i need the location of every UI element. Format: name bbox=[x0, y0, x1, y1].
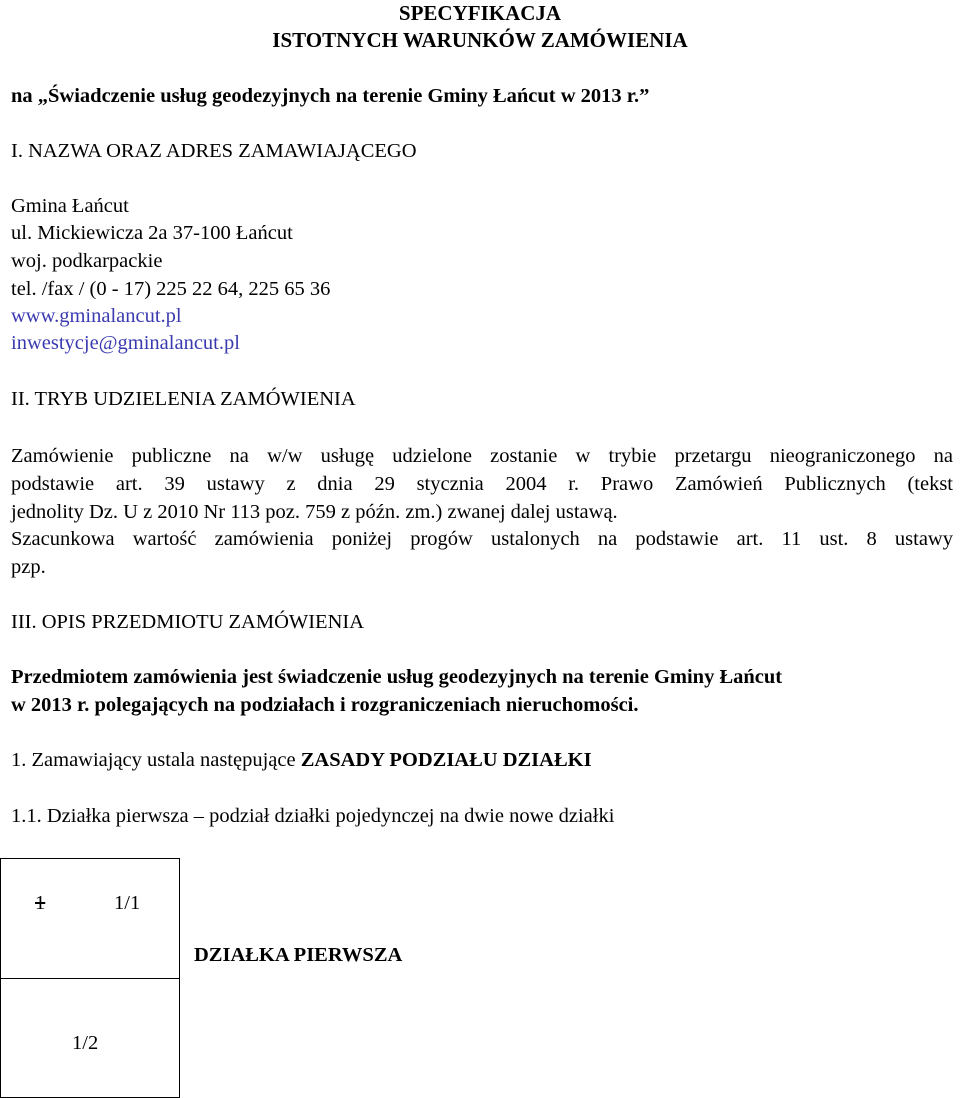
section1-heading: I. NAZWA ORAZ ADRES ZAMAWIAJĄCEGO bbox=[11, 140, 417, 162]
paragraph-line: Szacunkowa wartość zamówienia poniżej progów ustalonych na podstawie art. 11 ust. 8 ustawy bbox=[11, 528, 953, 550]
paragraph-line: podstawie art. 39 ustawy z dnia 29 stycznia 2004 r. Prawo Zamówień Publicznych (tekst bbox=[11, 473, 953, 495]
parcel-1-1-area bbox=[0, 858, 180, 979]
email-link[interactable]: inwestycje@gminalancut.pl bbox=[11, 332, 240, 354]
point-1-emphasis: ZASADY PODZIAŁU DZIAŁKI bbox=[300, 749, 592, 771]
subject-description-line2: w 2013 r. polegających na podziałach i rozgraniczeniach nieruchomości. bbox=[11, 694, 639, 716]
point-1-text: 1. Zamawiający ustala następujące bbox=[11, 749, 301, 771]
parcel-1-2-label: 1/2 bbox=[72, 1032, 99, 1054]
website-link[interactable]: www.gminalancut.pl bbox=[11, 305, 182, 327]
subject-description-line1: Przedmiotem zamówienia jest świadczenie usług geodezyjnych na terenie Gminy Łańcut bbox=[11, 666, 783, 688]
paragraph-line: pzp. bbox=[11, 556, 46, 578]
address-line: Gmina Łańcut bbox=[11, 195, 129, 217]
address-line: ul. Mickiewicza 2a 37-100 Łańcut bbox=[11, 222, 293, 244]
point-1-1: 1.1. Działka pierwsza – podział działki pojedynczej na dwie nowe działki bbox=[11, 805, 615, 827]
parcel-1-1-label: 1/1 bbox=[114, 892, 141, 914]
doc-title-line2: ISTOTNYCH WARUNKÓW ZAMÓWIENIA bbox=[272, 28, 688, 52]
doc-title-line1: SPECYFIKACJA bbox=[398, 1, 562, 25]
doc-subject: na „Świadczenie usług geodezyjnych na terenie Gminy Łańcut w 2013 r.” bbox=[11, 85, 650, 107]
point-1 bbox=[11, 750, 592, 771]
paragraph-line: jednolity Dz. U z 2010 Nr 113 poz. 759 z późn. zm.) zwanej dalej ustawą. bbox=[11, 501, 618, 523]
phone-line: tel. /fax / (0 - 17) 225 22 64, 225 65 36 bbox=[11, 278, 331, 300]
address-line: woj. podkarpackie bbox=[11, 250, 163, 272]
diagram-caption: DZIAŁKA PIERWSZA bbox=[194, 944, 403, 966]
old-parcel-number: 1 bbox=[35, 892, 46, 914]
section2-heading: II. TRYB UDZIELENIA ZAMÓWIENIA bbox=[11, 388, 356, 410]
section3-heading: III. OPIS PRZEDMIOTU ZAMÓWIENIA bbox=[11, 611, 365, 633]
paragraph-line: Zamówienie publiczne na w/w usługę udzielone zostanie w trybie przetargu nieograniczonego na bbox=[11, 445, 953, 467]
